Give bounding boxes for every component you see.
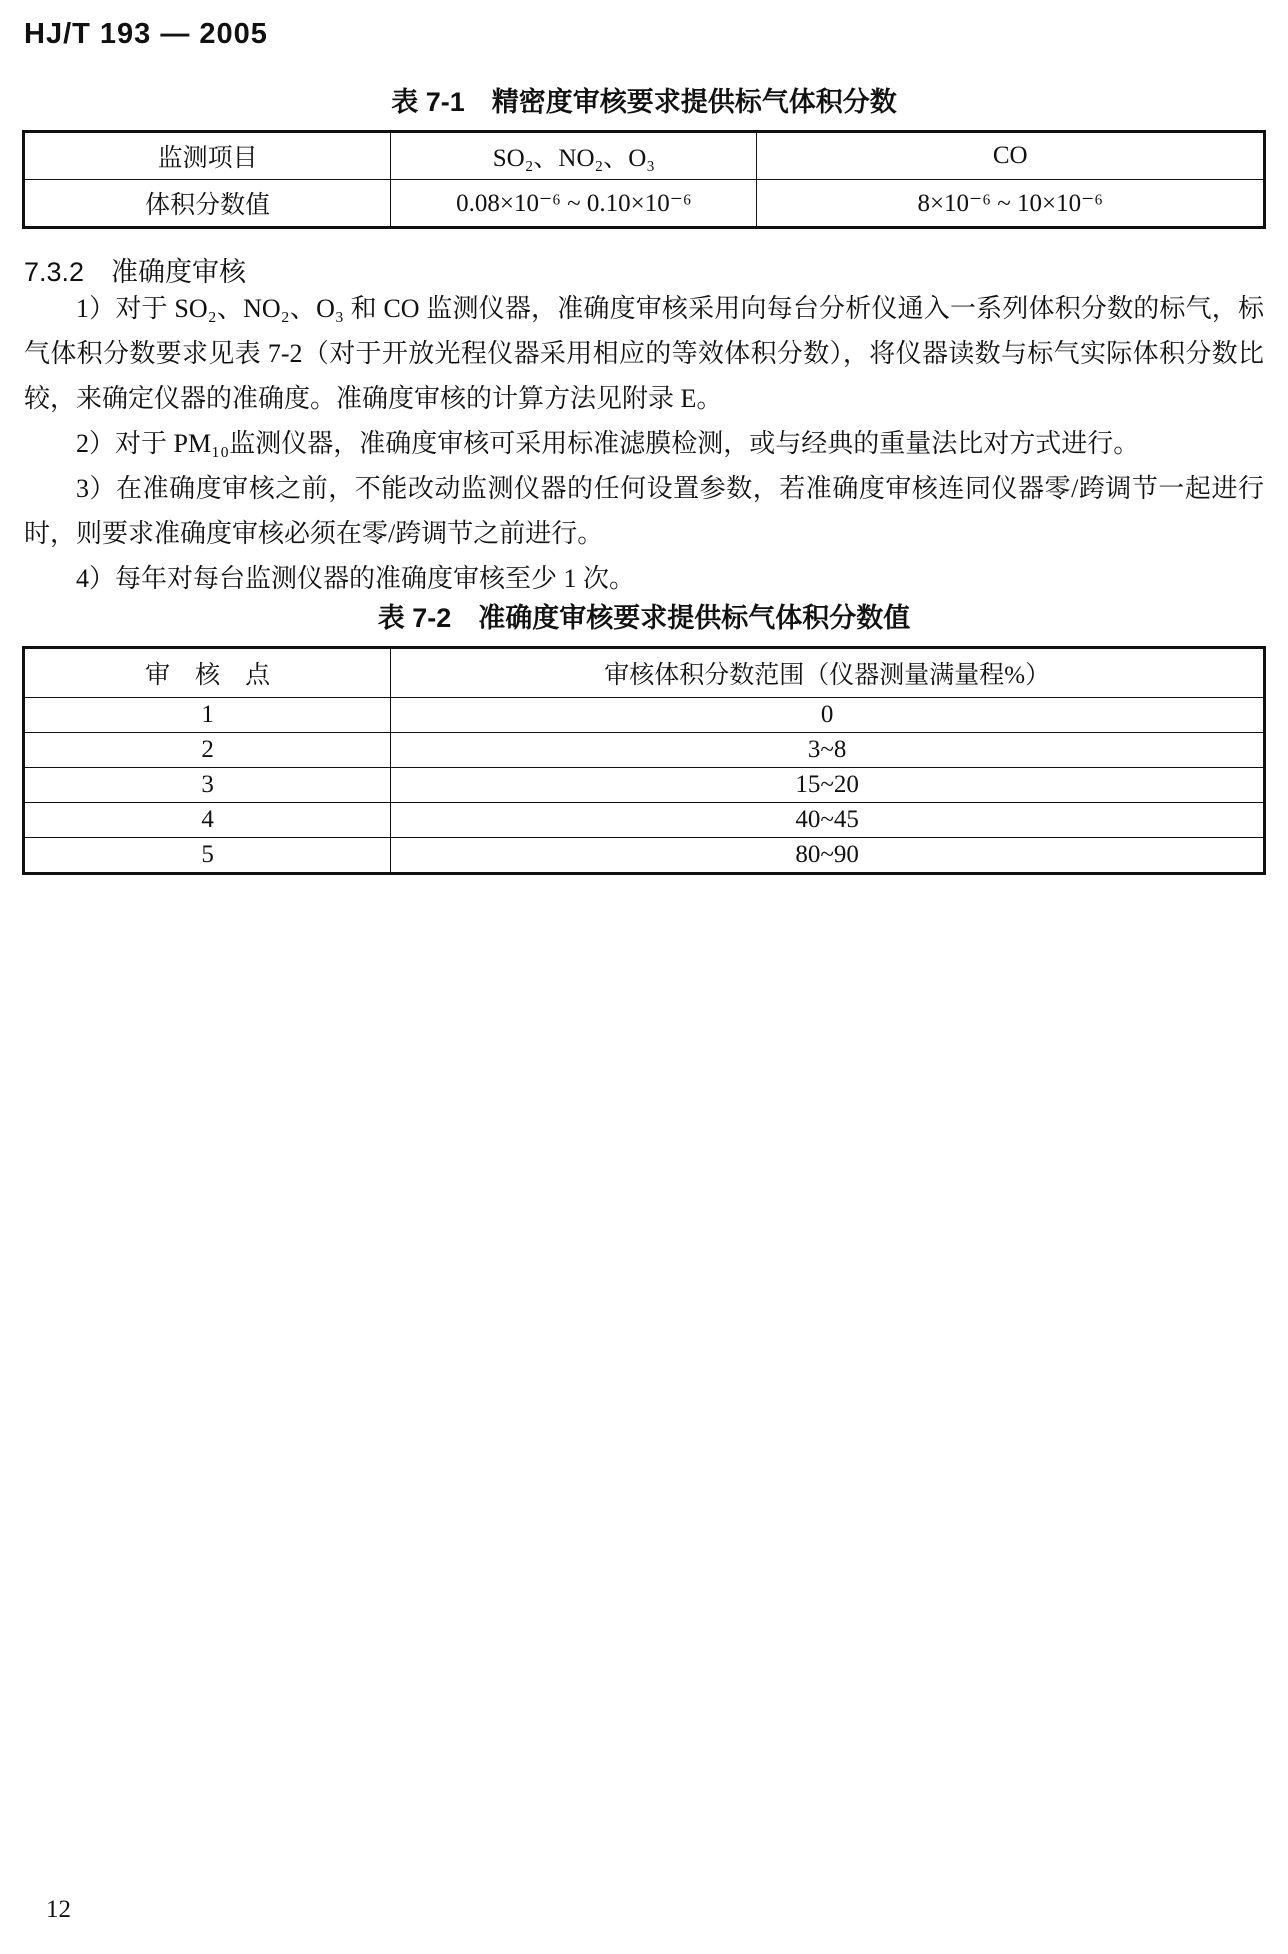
table-cell-point-3: 3 (24, 768, 391, 803)
table-cell-point-2: 2 (24, 733, 391, 768)
table-cell-range-3: 15~20 (391, 768, 1265, 803)
table-7-2-caption: 表 7-2 准确度审核要求提供标气体积分数值 (377, 603, 911, 633)
table-cell-co-range: 8×10⁻⁶ ~ 10×10⁻⁶ (757, 180, 1265, 228)
table-cell-point-4: 4 (24, 803, 391, 838)
table-row (24, 698, 1265, 733)
paragraph-item-2: 2）对于 PM₁₀监测仪器，准确度审核可采用标准滤膜检测，或与经典的重量法比对方式进行。 (76, 429, 1140, 458)
section-body (24, 286, 1264, 601)
table-cell-range-2: 3~8 (391, 733, 1265, 768)
table-cell-range-4: 40~45 (391, 803, 1265, 838)
table-7-1-header-row (24, 132, 1265, 180)
paragraph-item-3: 3）在准确度审核之前，不能改动监测仪器的任何设置参数，若准确度审核连同仪器零/跨调节一起进行时，则要求准确度审核必须在零/跨调节之前进行。 (24, 474, 1264, 548)
page-number: 12 (46, 1896, 71, 1923)
table-cell-range-1: 0 (391, 698, 1265, 733)
paragraph-item-1: 1）对于 SO₂、NO₂、O₃ 和 CO 监测仪器，准确度审核采用向每台分析仪通入一系列体积分数的标气，标气体积分数要求见表 7-2（对于开放光程仪器采用相应的等效体积分数），将仪器读数与标气实际体积分数比较，来确定仪器的准确度。准确度审核的计算方法见附录 E。 (24, 294, 1264, 413)
table-7-1-header-cell-so2-no2-o3: SO₂、NO₂、O₃ (391, 132, 757, 180)
table-cell-so2-range: 0.08×10⁻⁶ ~ 0.10×10⁻⁶ (391, 180, 757, 228)
table-cell-range-5: 80~90 (391, 838, 1265, 874)
table-7-1 (22, 130, 1266, 229)
table-cell-point-1: 1 (24, 698, 391, 733)
table-7-1-data-row (24, 180, 1265, 228)
table-7-1-header-cell-monitor-item: 监测项目 (24, 132, 391, 180)
standard-code-header: HJ/T 193 — 2005 (24, 18, 268, 50)
table-cell-volume-fraction-label: 体积分数值 (24, 180, 391, 228)
table-7-2-header-cell-audit-point: 审 核 点 (24, 648, 391, 698)
table-cell-point-5: 5 (24, 838, 391, 874)
table-row (24, 733, 1265, 768)
table-row (24, 768, 1265, 803)
table-row (24, 838, 1265, 874)
table-7-2-header-cell-range: 审核体积分数范围（仪器测量满量程%） (391, 648, 1265, 698)
table-row (24, 803, 1265, 838)
section-heading-7-3-2: 7.3.2 准确度审核 (24, 257, 247, 287)
table-7-1-header-cell-co: CO (757, 132, 1265, 180)
table-7-2-header-row (24, 648, 1265, 698)
table-7-2 (22, 646, 1266, 875)
paragraph-item-4: 4）每年对每台监测仪器的准确度审核至少 1 次。 (76, 564, 636, 593)
table-7-1-caption: 表 7-1 精密度审核要求提供标气体积分数 (391, 87, 897, 117)
